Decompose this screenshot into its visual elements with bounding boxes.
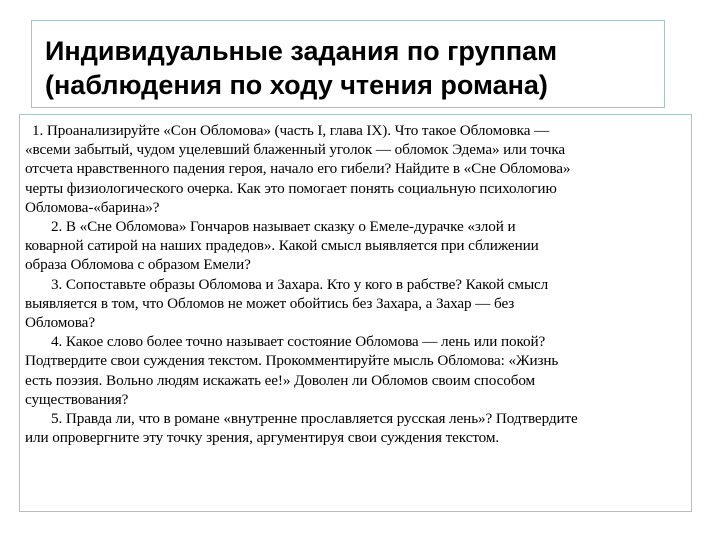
task-list [25, 121, 689, 447]
task-3-line-1: 3. Сопоставьте образы Обломова и Захара. Кто у кого в рабстве? Какой смысл [51, 275, 549, 293]
task-2-line-1: 2. В «Сне Обломова» Гончаров называет сказку о Емеле-дурачке «злой и [51, 218, 516, 236]
task-4-line-1: 4. Какое слово более точно называет состояние Обломова — лень или покой? [51, 333, 546, 351]
title-box [31, 20, 665, 108]
slide-title [45, 34, 557, 102]
task-5-line-2: или опровергните эту точку зрения, аргументируя свои суждения текстом. [25, 429, 500, 447]
task-item-2 [25, 217, 689, 275]
task-1-line-3: отсчета нравственного падения героя, начало его гибели? Найдите в «Сне Обломова» [25, 160, 571, 178]
task-4-line-4: существования? [25, 390, 129, 408]
task-item-4 [25, 332, 689, 409]
task-3-line-2: выявляется в том, что Обломов не может обойтись без Захара, а Захар — без [25, 294, 515, 312]
task-4-line-3: есть поэзия. Вольно людям искажать ее!» Доволен ли Обломов своим способом [25, 371, 536, 389]
task-1-line-1: 1. Проанализируйте «Сон Обломова» (часть I, глава IX). Что такое Обломовка — [32, 122, 550, 139]
task-4-line-2: Подтвердите свои суждения текстом. Прокомментируйте мысль Обломова: «Жизнь [25, 352, 559, 370]
task-item-3 [25, 275, 689, 333]
task-5-line-1: 5. Правда ли, что в романе «внутренне прославляется русская лень»? Подтвердите [51, 410, 578, 428]
task-1-line-2: «всеми забытый, чудом уцелевший блаженный уголок — обломок Эдема» или точка [25, 141, 566, 159]
tasks-box [19, 114, 692, 512]
task-item-5 [25, 409, 689, 447]
task-1-line-5: Обломова-«барина»? [25, 198, 160, 216]
task-3-line-3: Обломова? [25, 314, 95, 332]
title-line-2: (наблюдения по ходу чтения романа) [45, 70, 548, 100]
task-1-line-4: черты физиологического очерка. Как это помогает понять социальную психологию [25, 179, 557, 197]
title-line-1: Индивидуальные задания по группам [45, 36, 558, 66]
task-2-line-3: образа Обломова с образом Емели? [25, 256, 251, 274]
task-item-1 [25, 121, 689, 217]
task-2-line-2: коварной сатирой на наших прадедов». Какой смысл выявляется при сближении [25, 237, 539, 255]
